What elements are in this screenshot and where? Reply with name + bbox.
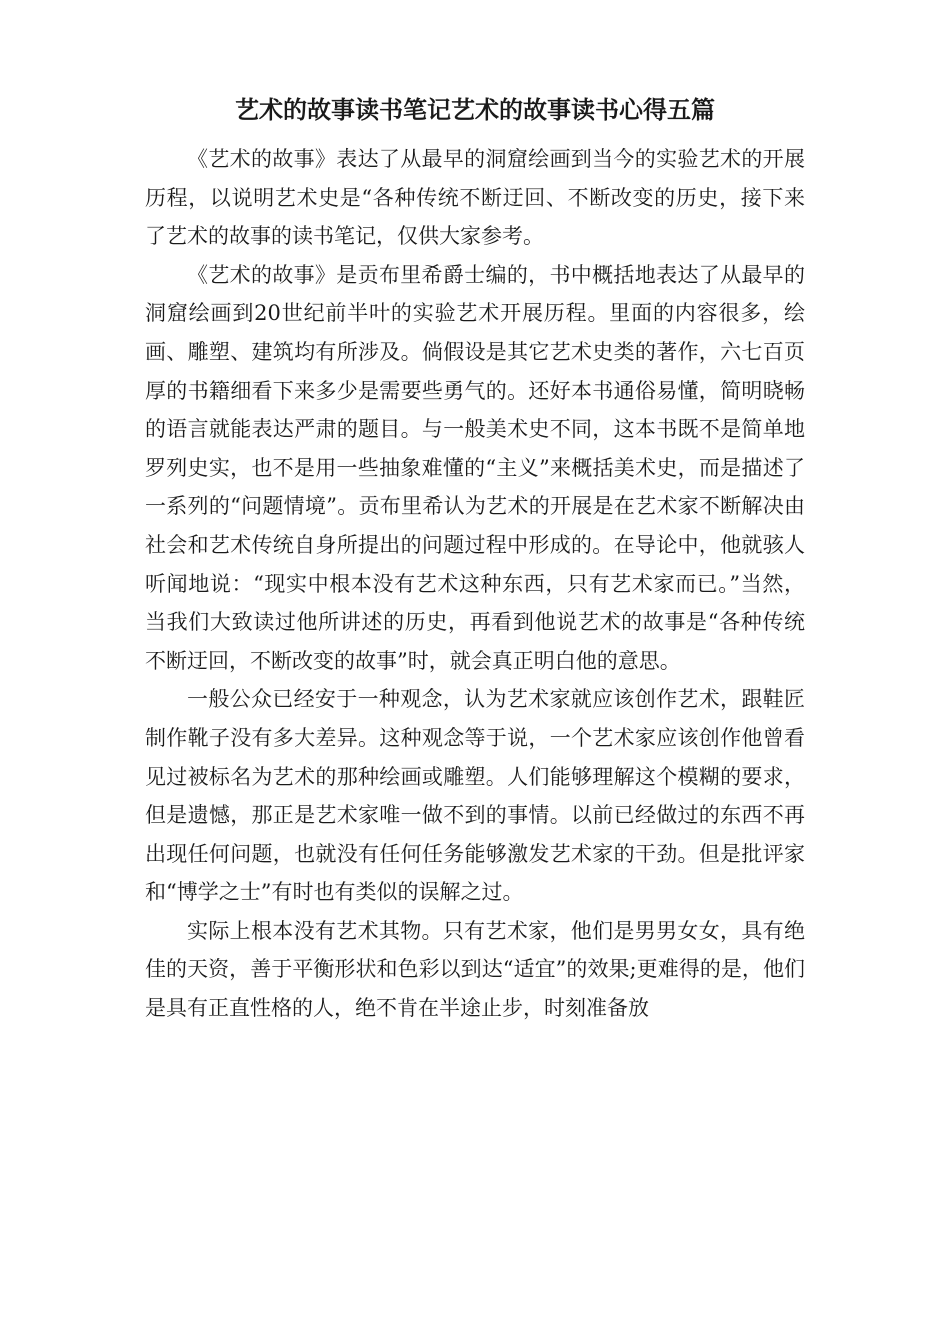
document-body	[145, 140, 805, 1028]
document-title: 艺术的故事读书笔记艺术的故事读书心得五篇	[235, 95, 715, 124]
paragraph-4: 实际上根本没有艺术其物。只有艺术家，他们是男男女女，具有绝佳的天资，善于平衡形状和色彩以到达“适宜”的效果;更难得的是，他们是具有正直性格的人，绝不肯在半途止步，时刻准备放	[145, 918, 805, 1021]
paragraph-3: 一般公众已经安于一种观念，认为艺术家就应该创作艺术，跟鞋匠制作靴子没有多大差异。这种观念等于说，一个艺术家应该创作他曾看见过被标名为艺术的那种绘画或雕塑。人们能够理解这个模糊的要求，但是遗憾，那正是艺术家唯一做不到的事情。以前已经做过的东西不再出现任何问题，也就没有任何任务能够激发艺术家的干劲。但是批评家和“博学之士”有时也有类似的误解之过。	[145, 687, 805, 905]
paragraph-1: 《艺术的故事》表达了从最早的洞窟绘画到当今的实验艺术的开展历程，以说明艺术史是“各种传统不断迂回、不断改变的历史，接下来了艺术的故事的读书笔记，仅供大家参考。	[145, 147, 805, 249]
paragraph-2: 《艺术的故事》是贡布里希爵士编的，书中概括地表达了从最早的洞窟绘画到20世纪前半叶的实验艺术开展历程。里面的内容很多，绘画、雕塑、建筑均有所涉及。倘假设是其它艺术史类的著作，六七百页厚的书籍细看下来多少是需要些勇气的。还好本书通俗易懂，简明晓畅的语言就能表达严肃的题目。与一般美术史不同，这本书既不是简单地罗列史实，也不是用一些抽象难懂的“主义”来概括美术史，而是描述了一系列的“问题情境”。贡布里希认为艺术的开展是在艺术家不断解决由社会和艺术传统自身所提出的问题过程中形成的。在导论中，他就骇人听闻地说：“现实中根本没有艺术这种东西，只有艺术家而已。”当然，当我们大致读过他所讲述的历史，再看到他说艺术的故事是“各种传统不断迂回，不断改变的故事”时，就会真正明白他的意思。	[145, 262, 805, 673]
